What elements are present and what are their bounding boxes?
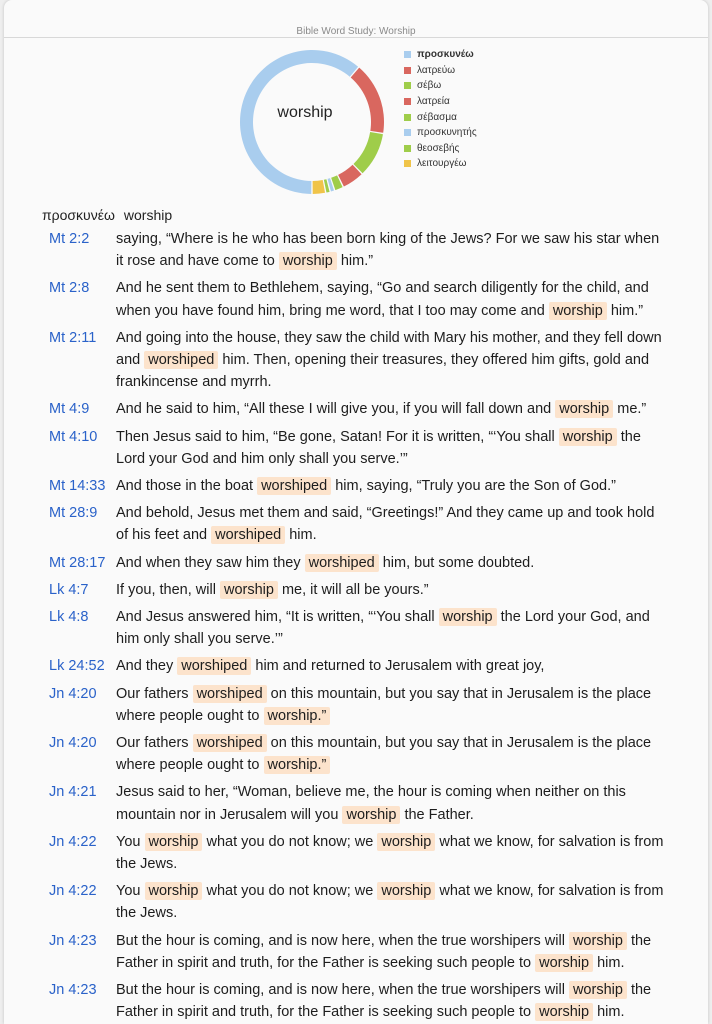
verse-text: And Jesus answered him, “It is written, “‘You shall worship the Lord your God, and him only shall you serve.’” [116, 609, 650, 648]
legend-swatch [404, 98, 411, 105]
highlighted-keyword: worship [555, 400, 613, 418]
highlighted-keyword: worship [220, 581, 278, 599]
verse-text: Jesus said to her, “Woman, believe me, the hour is coming when neither on this mountain nor in Jerusalem will you worship the Father. [116, 784, 626, 823]
highlighted-keyword: worshiped [305, 554, 379, 572]
verse-text: Then Jesus said to him, “Be gone, Satan! For it is written, “‘You shall worship the Lord your God and him only shall you serve.’” [116, 428, 641, 467]
lemma-greek: προσκυνέω [42, 207, 115, 223]
highlighted-keyword: worship [145, 833, 203, 851]
verse-row [4, 930, 708, 974]
verse-text: saying, “Where is he who has been born king of the Jews? For we saw his star when it rose and have come to worship him.” [116, 231, 660, 270]
verse-text: And he said to him, “All these I will give you, if you will fall down and worship me.” [116, 401, 647, 418]
verse-reference-link[interactable]: Lk 24:52 [49, 658, 105, 675]
verse-reference-link[interactable]: Jn 4:20 [49, 685, 97, 702]
verse-row [4, 732, 708, 776]
verse-text: If you, then, will worship me, it will all be yours.” [116, 581, 429, 598]
legend-label: λειτουργέω [417, 158, 467, 170]
donut-slice-2[interactable] [351, 68, 384, 133]
verse-row [4, 277, 708, 321]
highlighted-keyword: worshiped [177, 657, 251, 675]
verse-row [4, 426, 708, 470]
legend-label: προσκυνέω [417, 49, 474, 61]
verse-text: And those in the boat worshiped him, saying, “Truly you are the Son of God.” [116, 478, 616, 495]
verse-reference-link[interactable]: Lk 4:7 [49, 581, 89, 598]
highlighted-keyword: worship [145, 882, 203, 900]
donut-slice-8[interactable] [313, 180, 325, 194]
verse-text: And he sent them to Bethlehem, saying, “Go and search diligently for the child, and when you have found him, bring me word, that I too may come and worship him.” [116, 280, 649, 319]
verse-reference-link[interactable]: Jn 4:23 [49, 932, 97, 949]
verse-row [4, 831, 708, 875]
verse-reference-link[interactable]: Jn 4:21 [49, 784, 97, 801]
legend-label: σέβασμα [417, 111, 457, 123]
verse-row [4, 502, 708, 546]
verse-text: You worship what you do not know; we worship what we know, for salvation is from the Jews. [116, 833, 664, 873]
legend-label: θεοσεβής [417, 142, 460, 154]
legend-swatch [404, 145, 411, 152]
verse-text: And behold, Jesus met them and said, “Greetings!” And they came up and took hold of his feet and worshiped him. [116, 505, 655, 544]
verse-list [4, 228, 708, 1024]
legend-item[interactable] [404, 125, 477, 141]
verse-reference-link[interactable]: Jn 4:22 [49, 883, 97, 900]
legend-swatch [404, 129, 411, 136]
verse-text: You worship what you do not know; we worship what we know, for salvation is from the Jews. [116, 883, 664, 922]
verse-text: But the hour is coming, and is now here, when the true worshipers will worship the Father in spirit and truth, for the Father is seeking such people to worship him. [116, 982, 652, 1021]
lemma-heading [42, 207, 172, 223]
verse-reference-link[interactable]: Lk 4:8 [49, 609, 89, 626]
legend-label: σέβω [417, 80, 442, 92]
highlighted-keyword: worship [535, 1003, 593, 1021]
highlighted-keyword: worshiped [257, 477, 331, 495]
verse-reference-link[interactable]: Jn 4:22 [49, 833, 97, 850]
window-title: Bible Word Study: Worship [4, 0, 708, 38]
legend-item[interactable] [404, 63, 477, 79]
highlighted-keyword: worshiped [193, 734, 267, 752]
donut-chart [232, 42, 392, 202]
legend-label: λατρεύω [417, 64, 456, 76]
verse-text: Our fathers worshiped on this mountain, but you say that in Jerusalem is the place where people ought to worship.” [116, 735, 652, 774]
legend-label: λατρεία [417, 96, 450, 108]
chart-legend [404, 47, 477, 172]
legend-item[interactable] [404, 156, 477, 172]
verse-reference-link[interactable]: Mt 4:10 [49, 428, 98, 445]
legend-swatch [404, 82, 411, 89]
verse-text: Our fathers worshiped on this mountain, but you say that in Jerusalem is the place where people ought to worship.” [116, 685, 652, 724]
highlighted-keyword: worship [377, 882, 435, 900]
highlighted-keyword: worship [559, 428, 617, 446]
verse-reference-link[interactable]: Jn 4:20 [49, 735, 97, 752]
verse-reference-link[interactable]: Mt 4:9 [49, 401, 90, 418]
verse-text: And going into the house, they saw the child with Mary his mother, and they fell down and worshiped him. Then, opening their treasures, they offered him gifts, gold and frankincense and myrrh. [116, 329, 662, 391]
legend-item[interactable] [404, 78, 477, 94]
verse-row [4, 579, 708, 601]
verse-row [4, 475, 708, 497]
verse-row [4, 228, 708, 272]
verse-reference-link[interactable]: Mt 28:9 [49, 505, 98, 522]
legend-item[interactable] [404, 94, 477, 110]
verse-row [4, 880, 708, 924]
verse-reference-link[interactable]: Mt 2:11 [49, 329, 97, 346]
word-distribution-chart [4, 38, 708, 203]
verse-reference-link[interactable]: Jn 4:23 [49, 982, 97, 999]
verse-row [4, 398, 708, 420]
verse-text: And when they saw him they worshiped him, but some doubted. [116, 554, 535, 571]
verse-row [4, 327, 708, 394]
legend-item[interactable] [404, 47, 477, 63]
highlighted-keyword: worshiped [193, 685, 267, 703]
verse-row [4, 655, 708, 677]
verse-row [4, 979, 708, 1023]
highlighted-keyword: worship [569, 932, 627, 950]
highlighted-keyword: worship [569, 981, 627, 999]
highlighted-keyword: worship [279, 252, 337, 270]
highlighted-keyword: worship [549, 302, 607, 320]
verse-row [4, 683, 708, 727]
verse-row [4, 552, 708, 574]
highlighted-keyword: worship [439, 608, 497, 626]
study-panel [4, 0, 708, 1024]
highlighted-keyword: worshiped [211, 526, 285, 544]
legend-label: προσκυνητής [417, 127, 477, 139]
highlighted-keyword: worship [342, 806, 400, 824]
verse-row [4, 606, 708, 650]
verse-text: And they worshiped him and returned to Jerusalem with great joy, [116, 658, 545, 675]
highlighted-keyword: worship [377, 833, 435, 851]
verse-reference-link[interactable]: Mt 2:8 [49, 280, 90, 297]
legend-swatch [404, 67, 411, 74]
legend-item[interactable] [404, 141, 477, 157]
legend-item[interactable] [404, 109, 477, 125]
verse-row [4, 781, 708, 825]
legend-swatch [404, 114, 411, 121]
highlighted-keyword: worship.” [264, 707, 331, 725]
donut-slice-3[interactable] [353, 132, 382, 173]
highlighted-keyword: worship.” [264, 756, 331, 774]
chart-center-label: worship [277, 104, 333, 121]
legend-swatch [404, 51, 411, 58]
lemma-gloss: worship [123, 207, 173, 223]
legend-swatch [404, 160, 411, 167]
verse-reference-link[interactable]: Mt 2:2 [49, 231, 90, 247]
verse-reference-link[interactable]: Mt 28:17 [49, 554, 106, 571]
verse-reference-link[interactable]: Mt 14:33 [49, 478, 106, 495]
highlighted-keyword: worship [535, 954, 593, 972]
verse-text: But the hour is coming, and is now here, when the true worshipers will worship the Father in spirit and truth, for the Father is seeking such people to worship him. [116, 932, 652, 971]
highlighted-keyword: worshiped [144, 351, 218, 369]
